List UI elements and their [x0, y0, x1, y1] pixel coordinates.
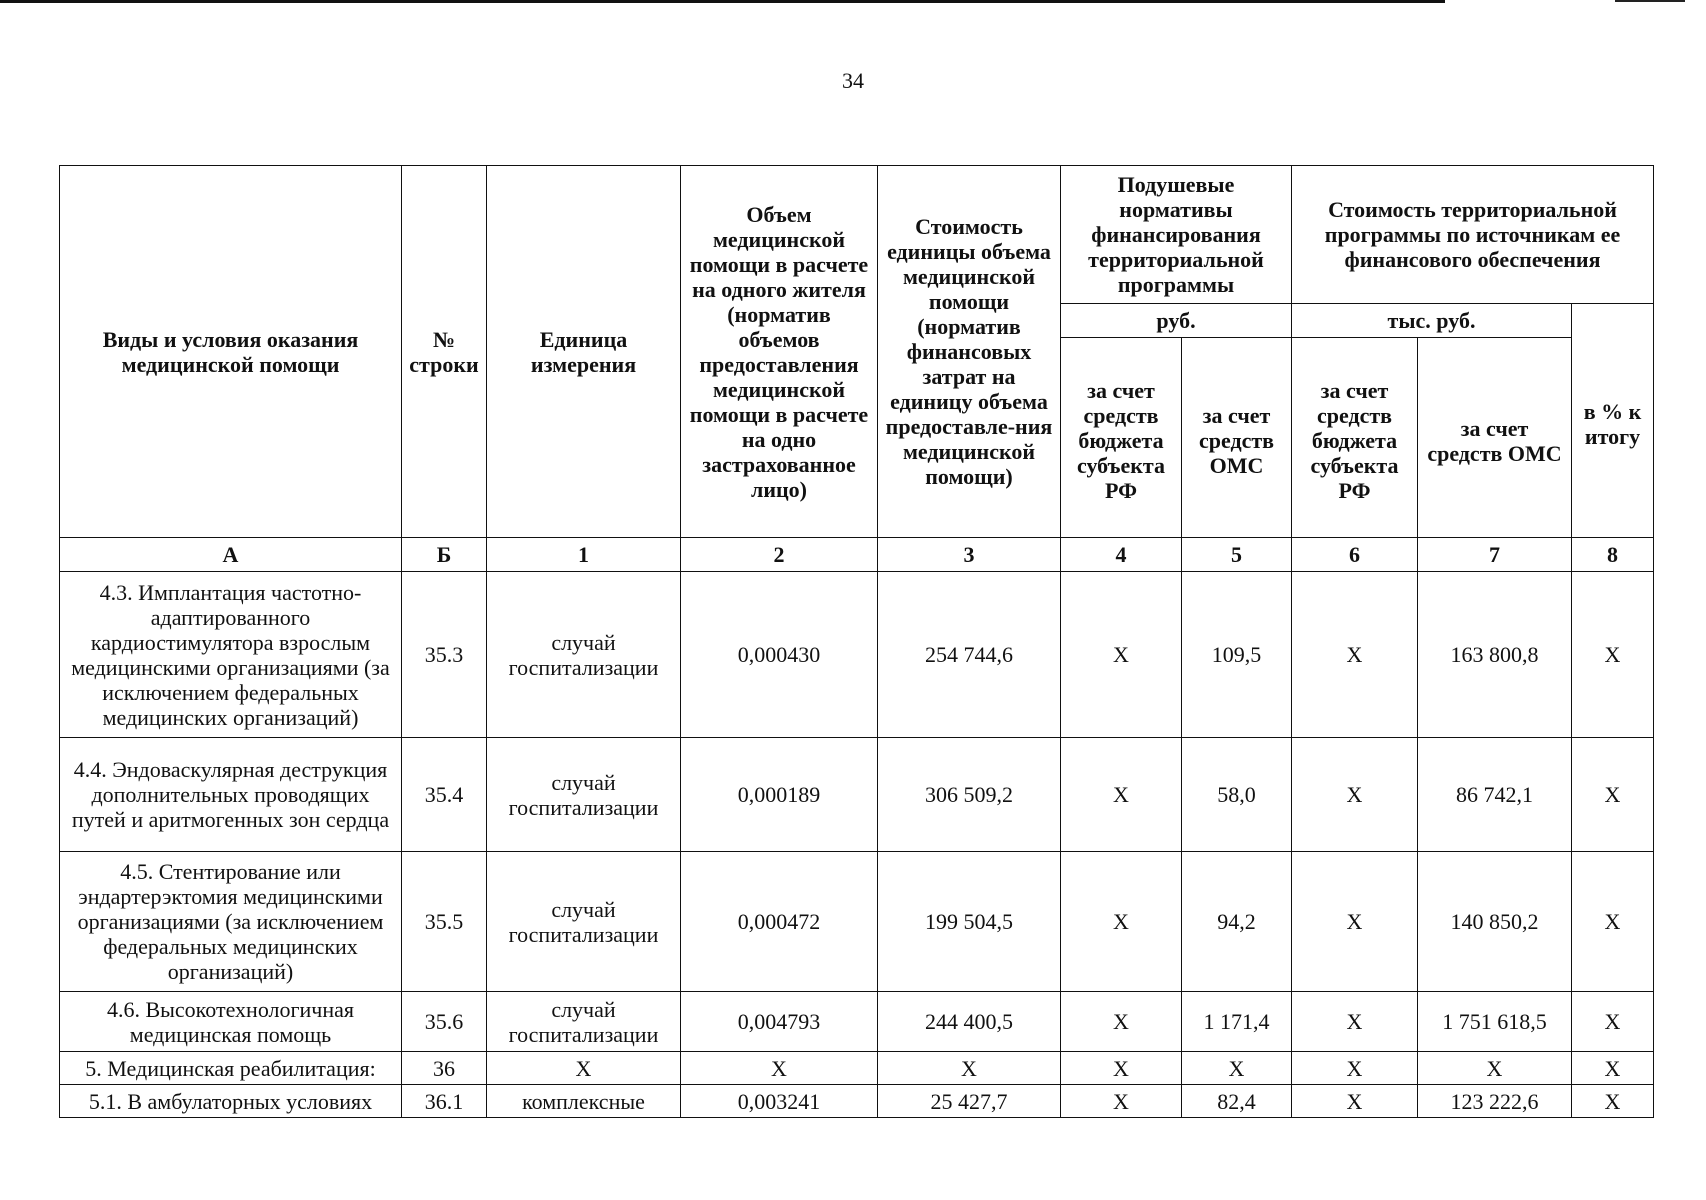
- cell-total-budget: X: [1292, 1052, 1418, 1085]
- table-row: [60, 992, 1654, 1052]
- cell-pc-budget: X: [1061, 572, 1182, 738]
- cell-total-budget: X: [1292, 1085, 1418, 1118]
- column-number: 1: [487, 538, 681, 572]
- cell-name: 4.4. Эндоваскулярная деструкция дополнительных проводящих путей и аритмогенных зон сердца: [60, 738, 402, 852]
- header-total-oms: за счет средств ОМС: [1418, 338, 1572, 538]
- cell-pc-oms: 82,4: [1182, 1085, 1292, 1118]
- cell-row-no: 35.6: [402, 992, 487, 1052]
- header-col-type: Виды и условия оказания медицинской помощи: [60, 166, 402, 538]
- header-percent-total: в % к итогу: [1572, 304, 1654, 538]
- cell-name: 4.3. Имплантация частотно-адаптированного кардиостимулятора взрослым медицинскими организациями (за исключением федеральных медицинских организаций): [60, 572, 402, 738]
- cell-pc-budget: X: [1061, 852, 1182, 992]
- cell-percent: X: [1572, 992, 1654, 1052]
- table-row: [60, 852, 1654, 992]
- cell-pc-oms: 58,0: [1182, 738, 1292, 852]
- table-row: [60, 738, 1654, 852]
- cell-total-budget: X: [1292, 992, 1418, 1052]
- cell-unit: комплексные: [487, 1085, 681, 1118]
- page-number: 34: [842, 68, 864, 93]
- cell-row-no: 35.4: [402, 738, 487, 852]
- cell-percent: X: [1572, 1052, 1654, 1085]
- header-total-budget: за счет средств бюджета субъекта РФ: [1292, 338, 1418, 538]
- cell-percent: X: [1572, 572, 1654, 738]
- cell-percent: X: [1572, 852, 1654, 992]
- scan-edge-line: [0, 0, 1445, 3]
- column-number: 5: [1182, 538, 1292, 572]
- cell-row-no: 36.1: [402, 1085, 487, 1118]
- table-row: [60, 1052, 1654, 1085]
- column-number: 6: [1292, 538, 1418, 572]
- column-number: 8: [1572, 538, 1654, 572]
- cell-cost: 306 509,2: [878, 738, 1061, 852]
- cell-volume: X: [681, 1052, 878, 1085]
- cell-unit: случай госпитализации: [487, 992, 681, 1052]
- cell-total-oms: 1 751 618,5: [1418, 992, 1572, 1052]
- cell-volume: 0,003241: [681, 1085, 878, 1118]
- cell-unit: случай госпитализации: [487, 572, 681, 738]
- cell-total-oms: 163 800,8: [1418, 572, 1572, 738]
- cell-percent: X: [1572, 1085, 1654, 1118]
- cell-cost: 25 427,7: [878, 1085, 1061, 1118]
- header-col-volume: Объем медицинской помощи в расчете на одного жителя (норматив объемов предоставления медицинской помощи в расчете на одно застрахованное лицо): [681, 166, 878, 538]
- cell-total-budget: X: [1292, 572, 1418, 738]
- header-group-total: Стоимость территориальной программы по источникам ее финансового обеспечения: [1292, 166, 1654, 304]
- cell-row-no: 36: [402, 1052, 487, 1085]
- header-row-1: [60, 166, 1654, 304]
- header-unit-thousand-rub: тыс. руб.: [1292, 304, 1572, 338]
- cell-name: 4.5. Стентирование или эндартерэктомия медицинскими организациями (за исключением федеральных медицинских организаций): [60, 852, 402, 992]
- cell-pc-oms: X: [1182, 1052, 1292, 1085]
- column-number: 4: [1061, 538, 1182, 572]
- cell-unit: случай госпитализации: [487, 852, 681, 992]
- cell-percent: X: [1572, 738, 1654, 852]
- scan-edge-line-right: [1615, 0, 1685, 2]
- cell-pc-oms: 1 171,4: [1182, 992, 1292, 1052]
- header-col-cost: Стоимость единицы объема медицинской помощи (норматив финансовых затрат на единицу объема предоставле-ния медицинской помощи): [878, 166, 1061, 538]
- header-pc-budget: за счет средств бюджета субъекта РФ: [1061, 338, 1182, 538]
- cell-pc-budget: X: [1061, 992, 1182, 1052]
- cell-name: 5.1. В амбулаторных условиях: [60, 1085, 402, 1118]
- table-row: [60, 572, 1654, 738]
- cell-pc-budget: X: [1061, 1052, 1182, 1085]
- financing-table: [59, 165, 1654, 1118]
- cell-pc-budget: X: [1061, 738, 1182, 852]
- cell-cost: 244 400,5: [878, 992, 1061, 1052]
- cell-name: 4.6. Высокотехнологичная медицинская помощь: [60, 992, 402, 1052]
- cell-total-budget: X: [1292, 852, 1418, 992]
- cell-name: 5. Медицинская реабилитация:: [60, 1052, 402, 1085]
- header-unit-rub: руб.: [1061, 304, 1292, 338]
- cell-volume: 0,000430: [681, 572, 878, 738]
- cell-volume: 0,000189: [681, 738, 878, 852]
- table-row: [60, 1085, 1654, 1118]
- header-group-per-capita: Подушевые нормативы финансирования территориальной программы: [1061, 166, 1292, 304]
- cell-cost: 199 504,5: [878, 852, 1061, 992]
- column-number: 2: [681, 538, 878, 572]
- cell-row-no: 35.3: [402, 572, 487, 738]
- cell-total-oms: 86 742,1: [1418, 738, 1572, 852]
- cell-total-oms: 140 850,2: [1418, 852, 1572, 992]
- header-col-row-no: № строки: [402, 166, 487, 538]
- cell-volume: 0,000472: [681, 852, 878, 992]
- cell-pc-oms: 109,5: [1182, 572, 1292, 738]
- cell-total-oms: 123 222,6: [1418, 1085, 1572, 1118]
- cell-unit: X: [487, 1052, 681, 1085]
- column-number: А: [60, 538, 402, 572]
- cell-row-no: 35.5: [402, 852, 487, 992]
- cell-cost: X: [878, 1052, 1061, 1085]
- cell-pc-oms: 94,2: [1182, 852, 1292, 992]
- column-number: 7: [1418, 538, 1572, 572]
- cell-cost: 254 744,6: [878, 572, 1061, 738]
- column-number: 3: [878, 538, 1061, 572]
- cell-total-oms: X: [1418, 1052, 1572, 1085]
- cell-volume: 0,004793: [681, 992, 878, 1052]
- cell-unit: случай госпитализации: [487, 738, 681, 852]
- header-pc-oms: за счет средств ОМС: [1182, 338, 1292, 538]
- column-number: Б: [402, 538, 487, 572]
- cell-total-budget: X: [1292, 738, 1418, 852]
- column-number-row: [60, 538, 1654, 572]
- cell-pc-budget: X: [1061, 1085, 1182, 1118]
- header-col-unit: Единица измерения: [487, 166, 681, 538]
